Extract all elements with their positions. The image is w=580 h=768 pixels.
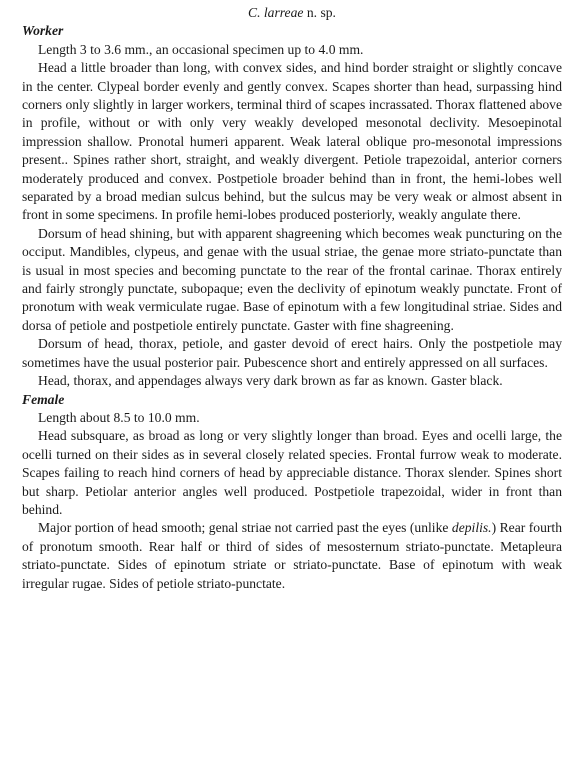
worker-head-description: Head a little broader than long, with convex sides, and hind border straight or slightly concave in the center. Clypeal border evenly and gently convex. Scapes shorter than head, surpassing hind corners only slightly in larger workers, terminal third of scapes incrassated. Thorax flattened above in profile, without or with only very weakly developed mesonotal declivity. Mesoepinotal impression shallow. Pronotal humeri apparent. Weak lateral oblique pro-mesonotal impressions present.. Spines rather short, straight, and weakly divergent. Petiole trapezoidal, anterior corners moderately produced and convex. Postpetiole broader behind than in front, the hemi-lobes well separated by a broad median sulcus behind, but the sulcus may be very weak or almost absent in front in some specimens. In profile hemi-lobes produced posteriorly, weakly angulate there.	[22, 60, 562, 223]
species-title	[22, 4, 562, 22]
worker-color-description: Head, thorax, and appendages always very dark brown as far as known. Gaster black.	[38, 373, 503, 389]
new-species-marker: n. sp.	[306, 5, 336, 20]
worker-pilosity-description: Dorsum of head, thorax, petiole, and gaster devoid of erect hairs. Only the postpetiole may sometimes have the usual posterior pair. Pubescence short and entirely appressed on all surfaces.	[22, 336, 562, 370]
female-sculpture-description	[22, 519, 562, 593]
female-head-description: Head subsquare, as broad as long or very slightly longer than broad. Eyes and ocelli large, the ocelli turned on their sides as in several closely related species. Frontal furrow weak to moderate. Scapes failing to reach hind corners of head by appreciable distance. Thorax slender. Spines short but sharp. Petiolar anterior angles well produced. Postpetiole trapezoidal, wider in front than behind.	[22, 428, 562, 517]
document-page	[22, 4, 562, 593]
female-sculpture-text-1: Major portion of head smooth; genal striae not carried past the eyes (unlike	[38, 520, 452, 536]
female-heading: Female	[22, 391, 65, 407]
species-name: C. larreae	[248, 5, 304, 20]
female-length: Length about 8.5 to 10.0 mm.	[38, 409, 200, 425]
female-sculpture-text-2: ) Rear fourth of pronotum smooth. Rear half or third of sides of mesosternum striato-punctate. Metapleura striato-punctate. Sides of epinotum striate or striato-punctate. Base of epinotum with weak irregular rugae. Sides of petiole striato-punctate.	[22, 520, 562, 591]
species-reference: depilis.	[451, 520, 492, 536]
worker-length: Length 3 to 3.6 mm., an occasional specimen up to 4.0 mm.	[38, 41, 364, 57]
worker-sculpture-description: Dorsum of head shining, but with apparent shagreening which becomes weak puncturing on the occiput. Mandibles, clypeus, and genae with the usual striae, the genae more striato-punctate than is usual in most species and becoming punctate to the rear of the frontal carinae. Thorax entirely and fairly strongly punctate, subopaque; even the declivity of epinotum weakly punctate. Front of pronotum with weak vermiculate rugae. Base of epinotum with a few longitudinal striae. Sides and dorsa of petiole and postpetiole entirely punctate. Gaster with fine shagreening.	[22, 225, 562, 333]
worker-heading: Worker	[22, 23, 64, 39]
